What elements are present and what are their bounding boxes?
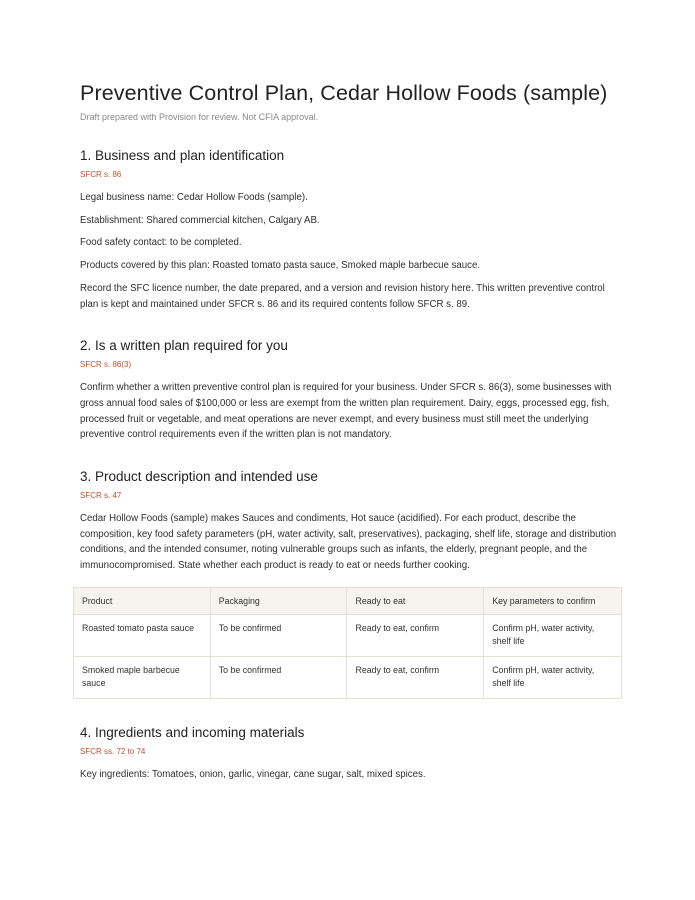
section-reference: SFCR s. 86 (80, 170, 122, 179)
paragraph: Record the SFC licence number, the date prepared, and a version and revision history here. This written preventive control plan is kept and maintained under SFCR s. 86 and its required contents follow SFCR s. 89. (80, 282, 605, 310)
table-cell: Smoked maple barbecue sauce (74, 656, 211, 698)
section-heading: 4. Ingredients and incoming materials (80, 724, 305, 740)
section-reference: SFCR s. 47 (80, 491, 122, 501)
table-cell: To be confirmed (210, 614, 347, 656)
table-cell: Ready to eat, confirm (347, 614, 484, 656)
section-heading: 3. Product description and intended use (80, 469, 318, 485)
column-header-ready-to-eat: Ready to eat (347, 587, 484, 614)
section-heading: 1. Business and plan identification (80, 148, 285, 163)
table-cell: Confirm pH, water activity, shelf life (484, 614, 622, 656)
paragraph: Products covered by this plan: Roasted tomato pasta sauce, Smoked maple barbecue sauce. (80, 260, 481, 272)
section-reference: SFCR ss. 72 to 74 (80, 746, 146, 756)
table-row (74, 656, 622, 698)
section-ingredients (80, 724, 622, 783)
table-cell: Ready to eat, confirm (347, 656, 484, 698)
table-header-row (74, 587, 622, 614)
paragraph: Confirm whether a written preventive control plan is required for your business. Under SFCR s. 86(3), some businesses with gross annual food sales of $100,000 or less are exempt from the written plan requirement. Dairy, eggs, processed egg, fish, processed fruit or vegetable, and meat operations are never exempt, and every business must still meet the underlying preventive control requirements even if the written plan is not mandatory. (80, 382, 612, 441)
paragraph: Key ingredients: Tomatoes, onion, garlic, vinegar, cane sugar, salt, mixed spices. (80, 768, 426, 780)
paragraph: Establishment: Shared commercial kitchen, Calgary AB. (80, 214, 320, 226)
section-reference: SFCR s. 86(3) (80, 360, 132, 370)
section-heading: 2. Is a written plan required for you (80, 338, 288, 354)
section-product-description (80, 468, 622, 699)
column-header-packaging: Packaging (210, 587, 347, 614)
column-header-key-parameters: Key parameters to confirm (484, 587, 622, 614)
paragraph: Food safety contact: to be completed. (80, 237, 242, 249)
column-header-product: Product (74, 587, 211, 614)
table-cell: To be confirmed (210, 656, 347, 698)
table-cell: Roasted tomato pasta sauce (74, 614, 211, 656)
product-table (73, 587, 622, 699)
paragraph: Cedar Hollow Foods (sample) makes Sauces and condiments, Hot sauce (acidified). For each product, describe the composition, key food safety parameters (pH, water activity, salt, preservatives), packaging, shelf life, storage and distribution conditions, and the intended consumer, noting vulnerable groups such as infants, the elderly, pregnant people, and the immunocompromised. State whether each product is ready to eat or needs further cooking. (80, 513, 617, 572)
document-subtitle: Draft prepared with Provision for review. Not CFIA approval. (80, 112, 319, 122)
section-business-identification (80, 147, 622, 312)
table-cell: Confirm pH, water activity, shelf life (484, 656, 622, 698)
paragraph: Legal business name: Cedar Hollow Foods (sample). (80, 192, 308, 203)
section-written-plan-required (80, 337, 622, 443)
document-title: Preventive Control Plan, Cedar Hollow Foods (sample) (80, 81, 608, 105)
table-row (74, 614, 622, 656)
